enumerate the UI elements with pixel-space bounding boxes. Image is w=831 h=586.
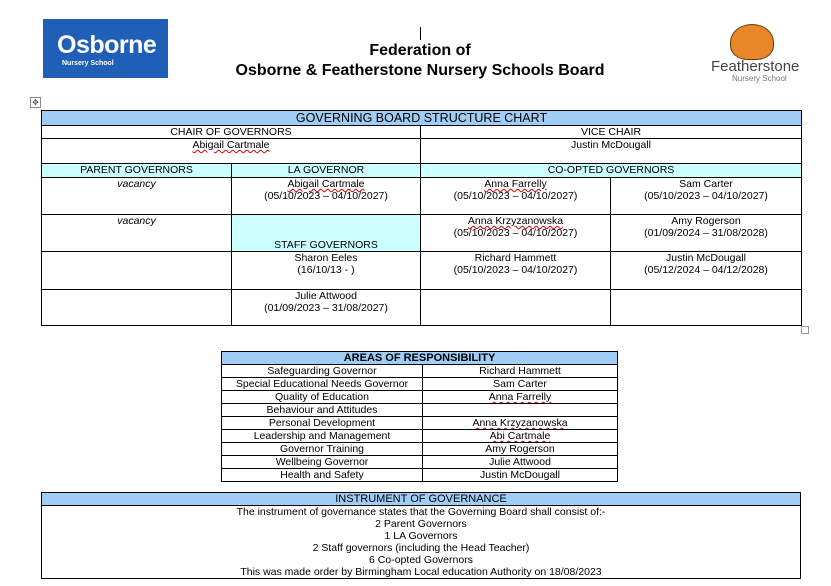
empty-cell <box>611 290 802 326</box>
osborne-logo: Osborne Nursery School <box>43 19 168 78</box>
person-cell: Amy Rogerson <box>423 443 618 456</box>
empty-cell <box>42 252 232 290</box>
instrument-line: The instrument of governance states that the Governing Board shall consist of:- <box>236 506 606 518</box>
coopted-governor-cell: Sam Carter (05/10/2023 – 04/10/2027) <box>611 178 802 215</box>
parent-governor-cell: vacancy <box>42 215 232 252</box>
area-cell: Health and Safety <box>222 469 423 482</box>
instrument-text <box>42 506 801 579</box>
person-cell: Abi Cartmale <box>423 430 618 443</box>
person-cell: Richard Hammett <box>423 365 618 378</box>
responsibility-row <box>222 404 618 417</box>
chair-name: Abigail Cartmale <box>42 139 421 164</box>
instrument-of-governance-table <box>41 492 801 579</box>
staff-governors-header: STAFF GOVERNORS <box>232 215 421 252</box>
staff-governor-cell: Sharon Eeles (16/10/13 - ) <box>232 252 421 290</box>
coopted-governor-cell: Anna Krzyzanowska (05/10/2023 – 04/10/2027) <box>421 215 611 252</box>
area-cell: Safeguarding Governor <box>222 365 423 378</box>
areas-of-responsibility-table <box>221 351 618 482</box>
responsibility-row <box>222 378 618 391</box>
responsibility-row <box>222 430 618 443</box>
person-cell: Justin McDougall <box>423 469 618 482</box>
instrument-line: This was made order by Birmingham Local education Authority on 18/08/2023 <box>240 566 602 578</box>
la-governor-cell: Abigail Cartmale (05/10/2023 – 04/10/2027) <box>232 178 421 215</box>
parent-governors-header: PARENT GOVERNORS <box>42 164 232 178</box>
vice-chair-label: VICE CHAIR <box>421 126 802 139</box>
tiger-icon <box>730 24 774 60</box>
text-cursor <box>420 27 421 40</box>
responsibility-row <box>222 469 618 482</box>
area-cell: Personal Development <box>222 417 423 430</box>
featherstone-logo: Featherstone Nursery School <box>708 20 803 82</box>
structure-title: GOVERNING BOARD STRUCTURE CHART <box>42 111 802 126</box>
area-cell: Wellbeing Governor <box>222 456 423 469</box>
table-move-handle-icon[interactable]: ✥ <box>30 97 41 108</box>
coopted-governor-cell: Richard Hammett (05/10/2023 – 04/10/2027) <box>421 252 611 290</box>
instrument-line: 1 LA Governors <box>384 530 458 542</box>
structure-chart-table <box>41 110 802 326</box>
responsibility-row <box>222 417 618 430</box>
coopted-governor-cell: Anna Farrelly (05/10/2023 – 04/10/2027) <box>421 178 611 215</box>
person-cell <box>423 404 618 417</box>
vice-chair-name: Justin McDougall <box>421 139 802 164</box>
area-cell: Quality of Education <box>222 391 423 404</box>
instrument-line: 6 Co-opted Governors <box>369 554 473 566</box>
chair-label: CHAIR OF GOVERNORS <box>42 126 421 139</box>
responsibility-row <box>222 365 618 378</box>
area-cell: Behaviour and Attitudes <box>222 404 423 417</box>
instrument-line: 2 Staff governors (including the Head Teacher) <box>312 542 530 554</box>
empty-cell <box>42 290 232 326</box>
la-governor-header: LA GOVERNOR <box>232 164 421 178</box>
coopted-governor-cell: Amy Rogerson (01/09/2024 – 31/08/2028) <box>611 215 802 252</box>
responsibility-title: AREAS OF RESPONSIBILITY <box>222 352 618 365</box>
instrument-line: 2 Parent Governors <box>375 518 467 530</box>
area-cell: Leadership and Management <box>222 430 423 443</box>
area-cell: Special Educational Needs Governor <box>222 378 423 391</box>
coopted-governor-cell: Justin McDougall (05/12/2024 – 04/12/2028) <box>611 252 802 290</box>
responsibility-row <box>222 456 618 469</box>
parent-governor-cell: vacancy <box>42 178 232 215</box>
person-cell: Anna Farrelly <box>423 391 618 404</box>
area-cell: Governor Training <box>222 443 423 456</box>
person-cell: Julie Attwood <box>423 456 618 469</box>
staff-governor-cell: Julie Attwood (01/09/2023 – 31/08/2027) <box>232 290 421 326</box>
coopted-governors-header: CO-OPTED GOVERNORS <box>421 164 802 178</box>
person-cell: Sam Carter <box>423 378 618 391</box>
instrument-title: INSTRUMENT OF GOVERNANCE <box>42 493 801 506</box>
page-title: Federation of Osborne & Featherstone Nursery Schools Board <box>235 42 605 79</box>
person-cell: Anna Krzyzanowska <box>423 417 618 430</box>
responsibility-row <box>222 391 618 404</box>
responsibility-row <box>222 443 618 456</box>
empty-cell <box>421 290 611 326</box>
table-resize-handle[interactable] <box>801 326 809 334</box>
